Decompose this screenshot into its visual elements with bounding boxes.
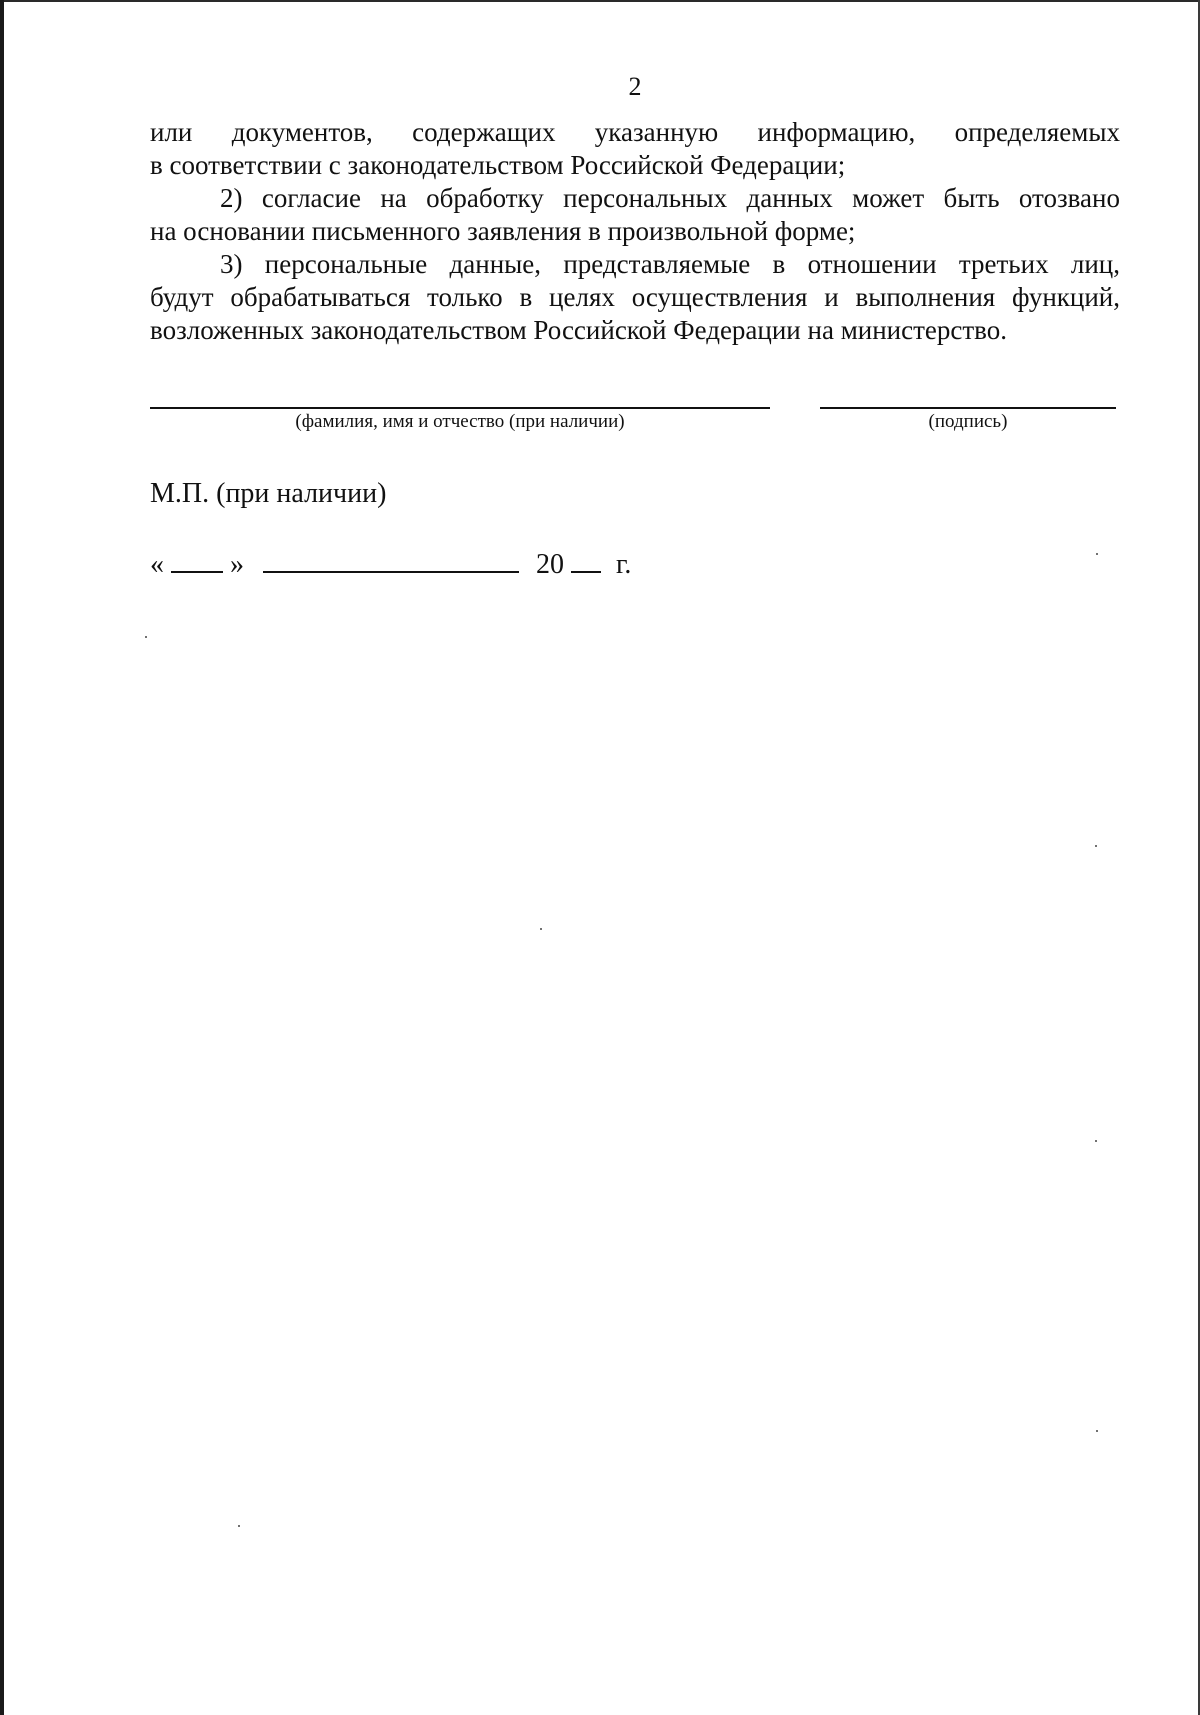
year-suffix: г. [616, 549, 632, 580]
body-line-5: 3) персональные данные, представляемые в отношении третьих лиц, [220, 249, 1120, 279]
date-close-quote: » [230, 549, 244, 580]
document-body [150, 116, 1120, 347]
body-line-6: будут обрабатываться только в целях осуществления и выполнения функций, [150, 282, 1120, 312]
name-signature-line [150, 407, 770, 409]
paragraph-1 [150, 116, 1120, 182]
body-line-1: или документов, содержащих указанную информацию, определяемых [150, 117, 1120, 147]
scan-left-edge [0, 0, 4, 1715]
month-blank [263, 545, 519, 573]
day-blank [171, 545, 223, 573]
date-open-quote: « [150, 549, 164, 580]
scan-speck [145, 636, 147, 638]
page-number: 2 [628, 72, 642, 101]
seal-label: М.П. (при наличии) [150, 478, 387, 509]
signature-caption: (подпись) [928, 411, 1008, 432]
year-blank [571, 545, 601, 573]
name-caption: (фамилия, имя и отчество (при наличии) [295, 411, 625, 432]
body-line-4: на основании письменного заявления в произвольной форме; [150, 216, 856, 246]
scan-speck [1095, 845, 1097, 847]
body-line-3: 2) согласие на обработку персональных данных может быть отозвано [220, 183, 1120, 213]
paragraph-2 [150, 182, 1120, 248]
body-line-2: в соответствии с законодательством Российской Федерации; [150, 150, 846, 180]
scan-speck [1096, 1430, 1098, 1432]
scan-speck [540, 928, 542, 930]
signature-line [820, 407, 1116, 409]
body-line-7: возложенных законодательством Российской Федерации на министерство. [150, 315, 1007, 345]
scan-top-edge [0, 0, 1200, 2]
date-field [150, 545, 631, 581]
scan-speck [1095, 1140, 1097, 1142]
scan-speck [238, 1525, 240, 1527]
year-prefix: 20 [536, 549, 564, 580]
paragraph-3 [150, 248, 1120, 347]
scan-speck [1096, 553, 1098, 555]
